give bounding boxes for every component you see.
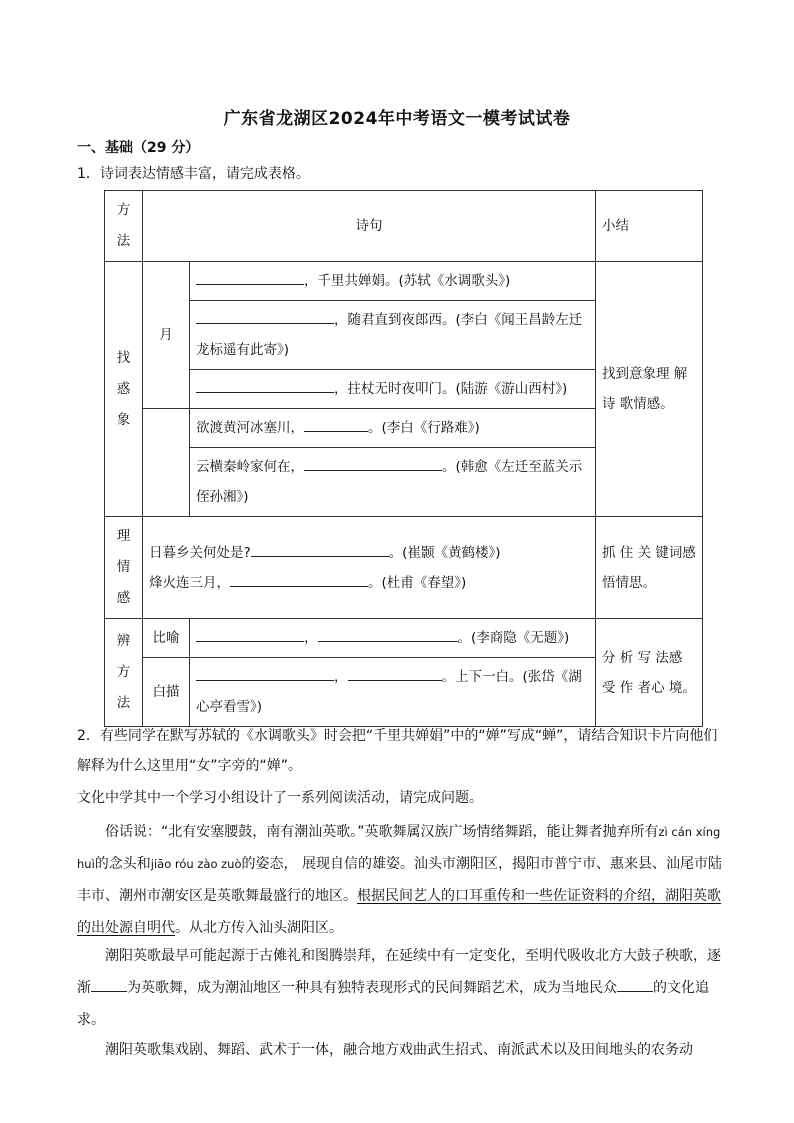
table-row: ， 。上下一白。(张岱《湖心亭看雪》) [190, 658, 596, 727]
summary-1: 找到意象理 解诗 歌情感。 [596, 262, 703, 517]
answer-blank[interactable] [318, 627, 458, 642]
page-title: 广东省龙湖区2024年中考语文一模考试试卷 [223, 109, 571, 129]
method-find-imagery: 找惑象 [105, 262, 143, 517]
table-row: 日暮乡关何处是? 。(崔颢《黄鹤楼》) 烽火连三月， 。(杜甫《春望》) [143, 517, 596, 619]
answer-blank[interactable] [230, 572, 368, 587]
answer-blank[interactable] [196, 309, 334, 324]
question-2-line2: 解释为什么这里用“女”字旁的“婵”。 [77, 758, 303, 774]
paragraph-2: 潮阳英歌最早可能起源于古傩礼和图腾崇拜，在延续中有一定变化，至明代吸收北方大鼓子秧歌，逐渐 为英歌舞，成为潮汕地区一种具有独特表现形式的民间舞蹈艺术，成为当地民众 的文化追求。 [77, 948, 721, 1028]
answer-blank[interactable] [196, 378, 334, 393]
answer-blank[interactable] [196, 627, 304, 642]
paragraph-3: 潮阳英歌集戏剧、舞蹈、武术于一体，融合地方戏曲武生招式、南派武术以及田间地头的农务动 [105, 1042, 693, 1058]
answer-blank[interactable] [251, 542, 389, 557]
table-row: ， 。(李商隐《无题》) [190, 619, 596, 658]
section-heading: 一、基础（29 分） [77, 140, 200, 156]
header-summary: 小结 [596, 191, 703, 262]
table-row: ，千里共婵娟。(苏轼《水调歌头》) [190, 262, 596, 301]
header-method: 方法 [105, 191, 143, 262]
answer-blank[interactable] [617, 977, 653, 992]
answer-blank[interactable] [304, 417, 368, 432]
summary-3: 分 析 写 法感 受 作 者心 境。 [596, 619, 703, 727]
answer-blank[interactable] [348, 666, 442, 681]
answer-blank[interactable] [196, 270, 304, 285]
question-2-line1: 2．有些同学在默写苏轼的《水调歌头》时会把“千里共婵娟”中的“婵”写成“蝉”，请结合知识卡片向他们 [77, 728, 718, 744]
answer-blank[interactable] [91, 977, 127, 992]
paragraph-1: 俗话说：“北有安塞腰鼓，南有潮汕英歌。”英歌舞属汉族广场情绪舞蹈，能让舞者抛弃所有zì cán xíng huì的念头和jiāo róu zào zuò的姿态， 展现自信的雄姿。汕头市潮阳区，揭阳市普宁市、惠来县、汕尾市陆丰市、潮州市潮安区是英歌舞最盛行的地区。根据民间艺人的口耳重传和一些佐证资料的介绍，湖阳英歌的出处源自明代。从北方传入汕头湖阳区。 [77, 824, 722, 936]
metaphor-label: 比喻 [143, 619, 190, 658]
underlined-sentence: 根据民间艺人的口耳重传和一些佐证资料的介绍，湖阳英歌的出处源自明代 [77, 888, 721, 936]
method-distinguish: 辨方法 [105, 619, 143, 727]
moon-label: 月 [143, 262, 190, 409]
table-row: 云横秦岭家何在， 。(韩愈《左迁至蓝关示侄孙湘》) [190, 448, 596, 517]
pinyin-2: jiāo róu zào zuò [150, 857, 242, 871]
summary-2: 抓 住 关 键词感悟情思。 [596, 517, 703, 619]
reading-intro: 文化中学其中一个学习小组设计了一系列阅读活动，请完成问题。 [77, 790, 483, 806]
poem-table [104, 190, 703, 727]
table-row: ，拄杖无时夜叩门。(陆游《游山西村》) [190, 370, 596, 409]
answer-blank[interactable] [304, 456, 442, 471]
table-row: ，随君直到夜郎西。(李白《闻王昌龄左迁龙标遥有此寄》) [190, 301, 596, 370]
table-row: 欲渡黄河冰塞川， 。(李白《行路难》) [190, 409, 596, 448]
header-poem: 诗句 [143, 191, 596, 262]
empty-cell [143, 409, 190, 517]
answer-blank[interactable] [196, 666, 334, 681]
pinyin-1: zì cán xíng huì [77, 825, 721, 871]
plain-description-label: 白描 [143, 658, 190, 727]
question-1: 1．诗词表达情感丰富，请完成表格。 [77, 166, 310, 182]
method-understand-emotion: 理情感 [105, 517, 143, 619]
